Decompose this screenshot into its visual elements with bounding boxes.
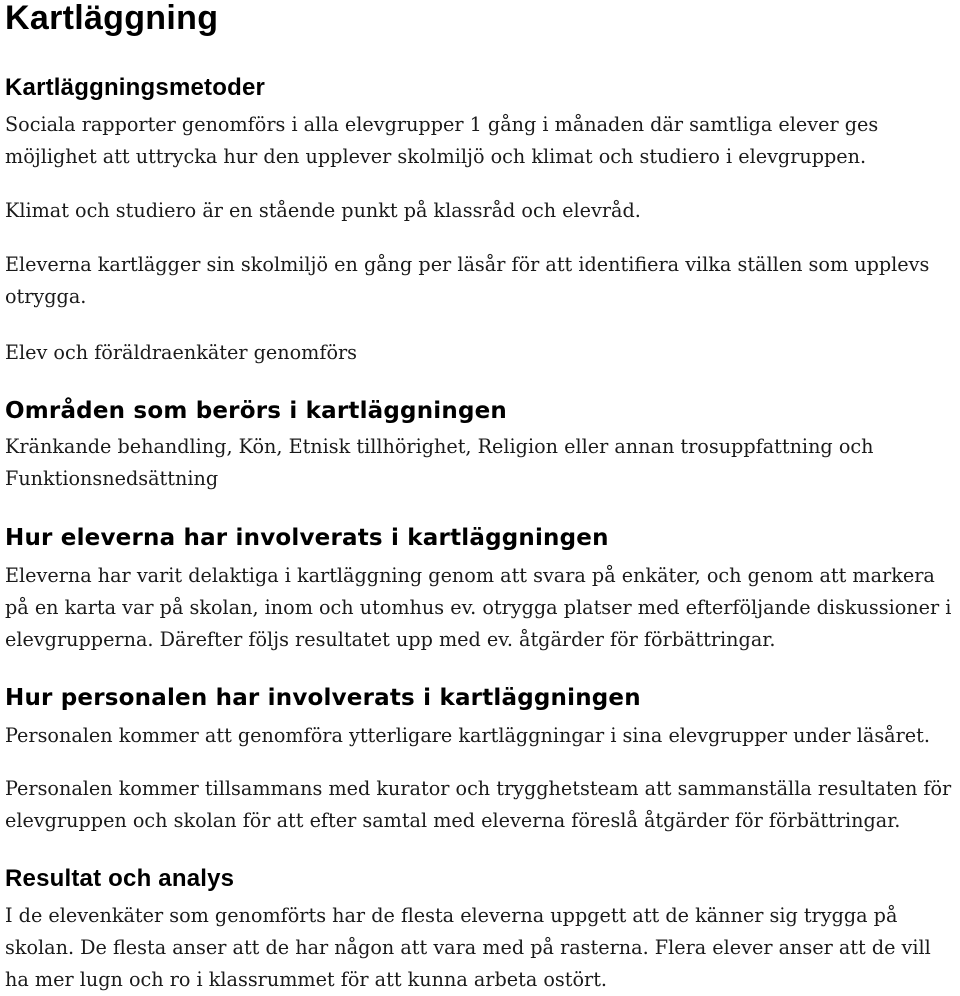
section-heading-personalen-involverats: Hur personalen har involverats i kartläggningen [5,685,641,711]
section-heading-resultat-analys: Resultat och analys [5,865,235,892]
paragraph-enkater: Elev och föräldraenkäter genomförs [5,341,358,364]
paragraph-omraden-lista: Kränkande behandling, Kön, Etnisk tillhörighet, Religion eller annan trosuppfattning och Funktionsnedsättning [5,435,874,490]
paragraph-sociala-rapporter: Sociala rapporter genomförs i alla elevgrupper 1 gång i månaden där samtliga elever ges möjlighet att uttrycka hur den upplever skolmiljö och klimat och studiero i elevgruppen. [5,113,879,168]
paragraph-personalen-kartlaggningar: Personalen kommer att genomföra ytterligare kartläggningar i sina elevgrupper under läsåret. [5,724,930,747]
paragraph-resultat: I de elevenkäter som genomförts har de flesta eleverna uppgett att de känner sig trygga på skolan. De flesta anser att de har någon att vara med på rasterna. Flera elever anser att de vill ha mer lugn och ro i klassrummet för att kunna arbeta ostört. [5,904,931,991]
section-heading-omraden: Områden som berörs i kartläggningen [5,398,507,424]
paragraph-kartlagger-skolmiljo: Eleverna kartlägger sin skolmiljö en gång per läsår för att identifiera vilka ställen som upplevs otrygga. [5,253,930,308]
section-heading-kartlaggningsmetoder: Kartläggningsmetoder [5,74,266,101]
page-title: Kartläggning [5,0,219,37]
paragraph-klimat-studiero: Klimat och studiero är en stående punkt på klassråd och elevråd. [5,199,641,222]
section-heading-eleverna-involverats: Hur eleverna har involverats i kartläggningen [5,525,609,551]
paragraph-eleverna-delaktiga: Eleverna har varit delaktiga i kartläggning genom att svara på enkäter, och genom att markera på en karta var på skolan, inom och utomhus ev. otrygga platser med efterföljande diskussioner i elevgrupperna. Därefter följs resultatet upp med ev. åtgärder för förbättringar. [5,564,952,651]
paragraph-personalen-trygghetsteam: Personalen kommer tillsammans med kurator och trygghetsteam att sammanställa resultaten för elevgruppen och skolan för att efter samtal med eleverna föreslå åtgärder för förbättringar. [5,777,952,832]
